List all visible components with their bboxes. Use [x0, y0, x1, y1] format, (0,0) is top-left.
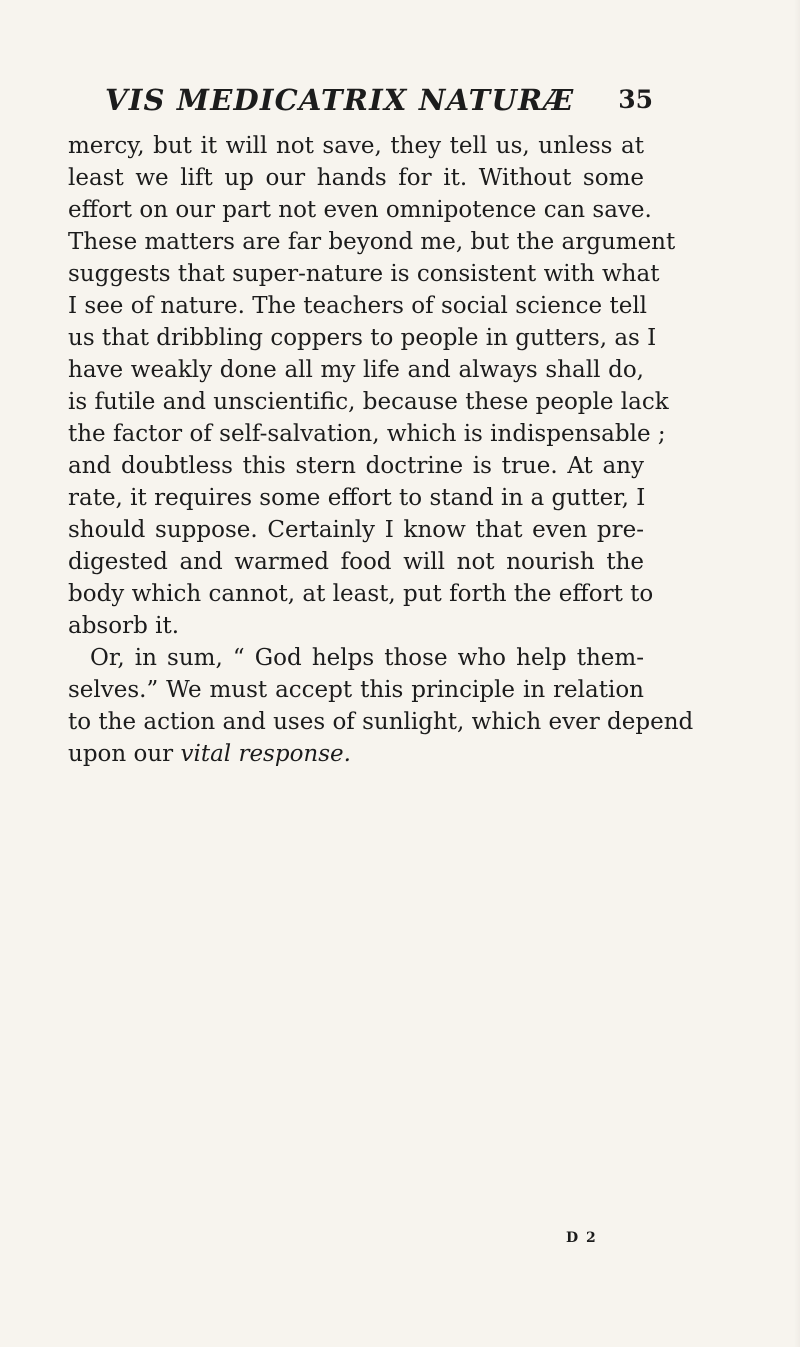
page-number: 35	[618, 85, 653, 114]
text-line-20	[68, 738, 644, 770]
text-line-12: rate, it requires some effort to stand in a gutter, I	[68, 485, 646, 511]
text-line-15: body which cannot, at least, put forth the effort to	[68, 581, 654, 607]
signature-mark: D 2	[566, 1230, 598, 1246]
text-line-8: have weakly done all my life and always shall do,	[68, 357, 644, 383]
body-text	[68, 130, 694, 770]
running-title: VIS MEDICATRIX NATURÆ	[105, 83, 575, 117]
text-line-4: These matters are far beyond me, but the argument	[68, 229, 676, 255]
emphasis-vital-response: vital response.	[180, 741, 351, 767]
text-line-10: the factor of self-salvation, which is indispensable ;	[68, 421, 666, 447]
text-line-16: absorb it.	[68, 613, 180, 639]
text-line-17: Or, in sum, “ God helps those who help them-	[90, 645, 644, 671]
text-line-13: should suppose. Certainly I know that even pre-	[68, 517, 644, 543]
text-line-14: digested and warmed food will not nourish the	[68, 549, 644, 575]
text-line-1: mercy, but it will not save, they tell us, unless at	[68, 133, 644, 159]
text-line-18: selves.” We must accept this principle in relation	[68, 677, 644, 703]
text-line-19: to the action and uses of sunlight, which ever depend	[68, 709, 694, 735]
running-head	[105, 80, 653, 120]
text-line-5: suggests that super-nature is consistent with what	[68, 261, 660, 287]
text-line-7: us that dribbling coppers to people in gutters, as I	[68, 325, 657, 351]
text-line-9: is futile and unscientific, because these people lack	[68, 389, 669, 415]
page-edge	[794, 0, 800, 1347]
text-line-2: least we lift up our hands for it. Without some	[68, 165, 644, 191]
text-line-11: and doubtless this stern doctrine is true. At any	[68, 453, 644, 479]
text-line-20-prefix: upon our	[68, 741, 174, 767]
text-line-6: I see of nature. The teachers of social science tell	[68, 293, 648, 319]
text-line-3: effort on our part not even omnipotence can save.	[68, 197, 652, 223]
